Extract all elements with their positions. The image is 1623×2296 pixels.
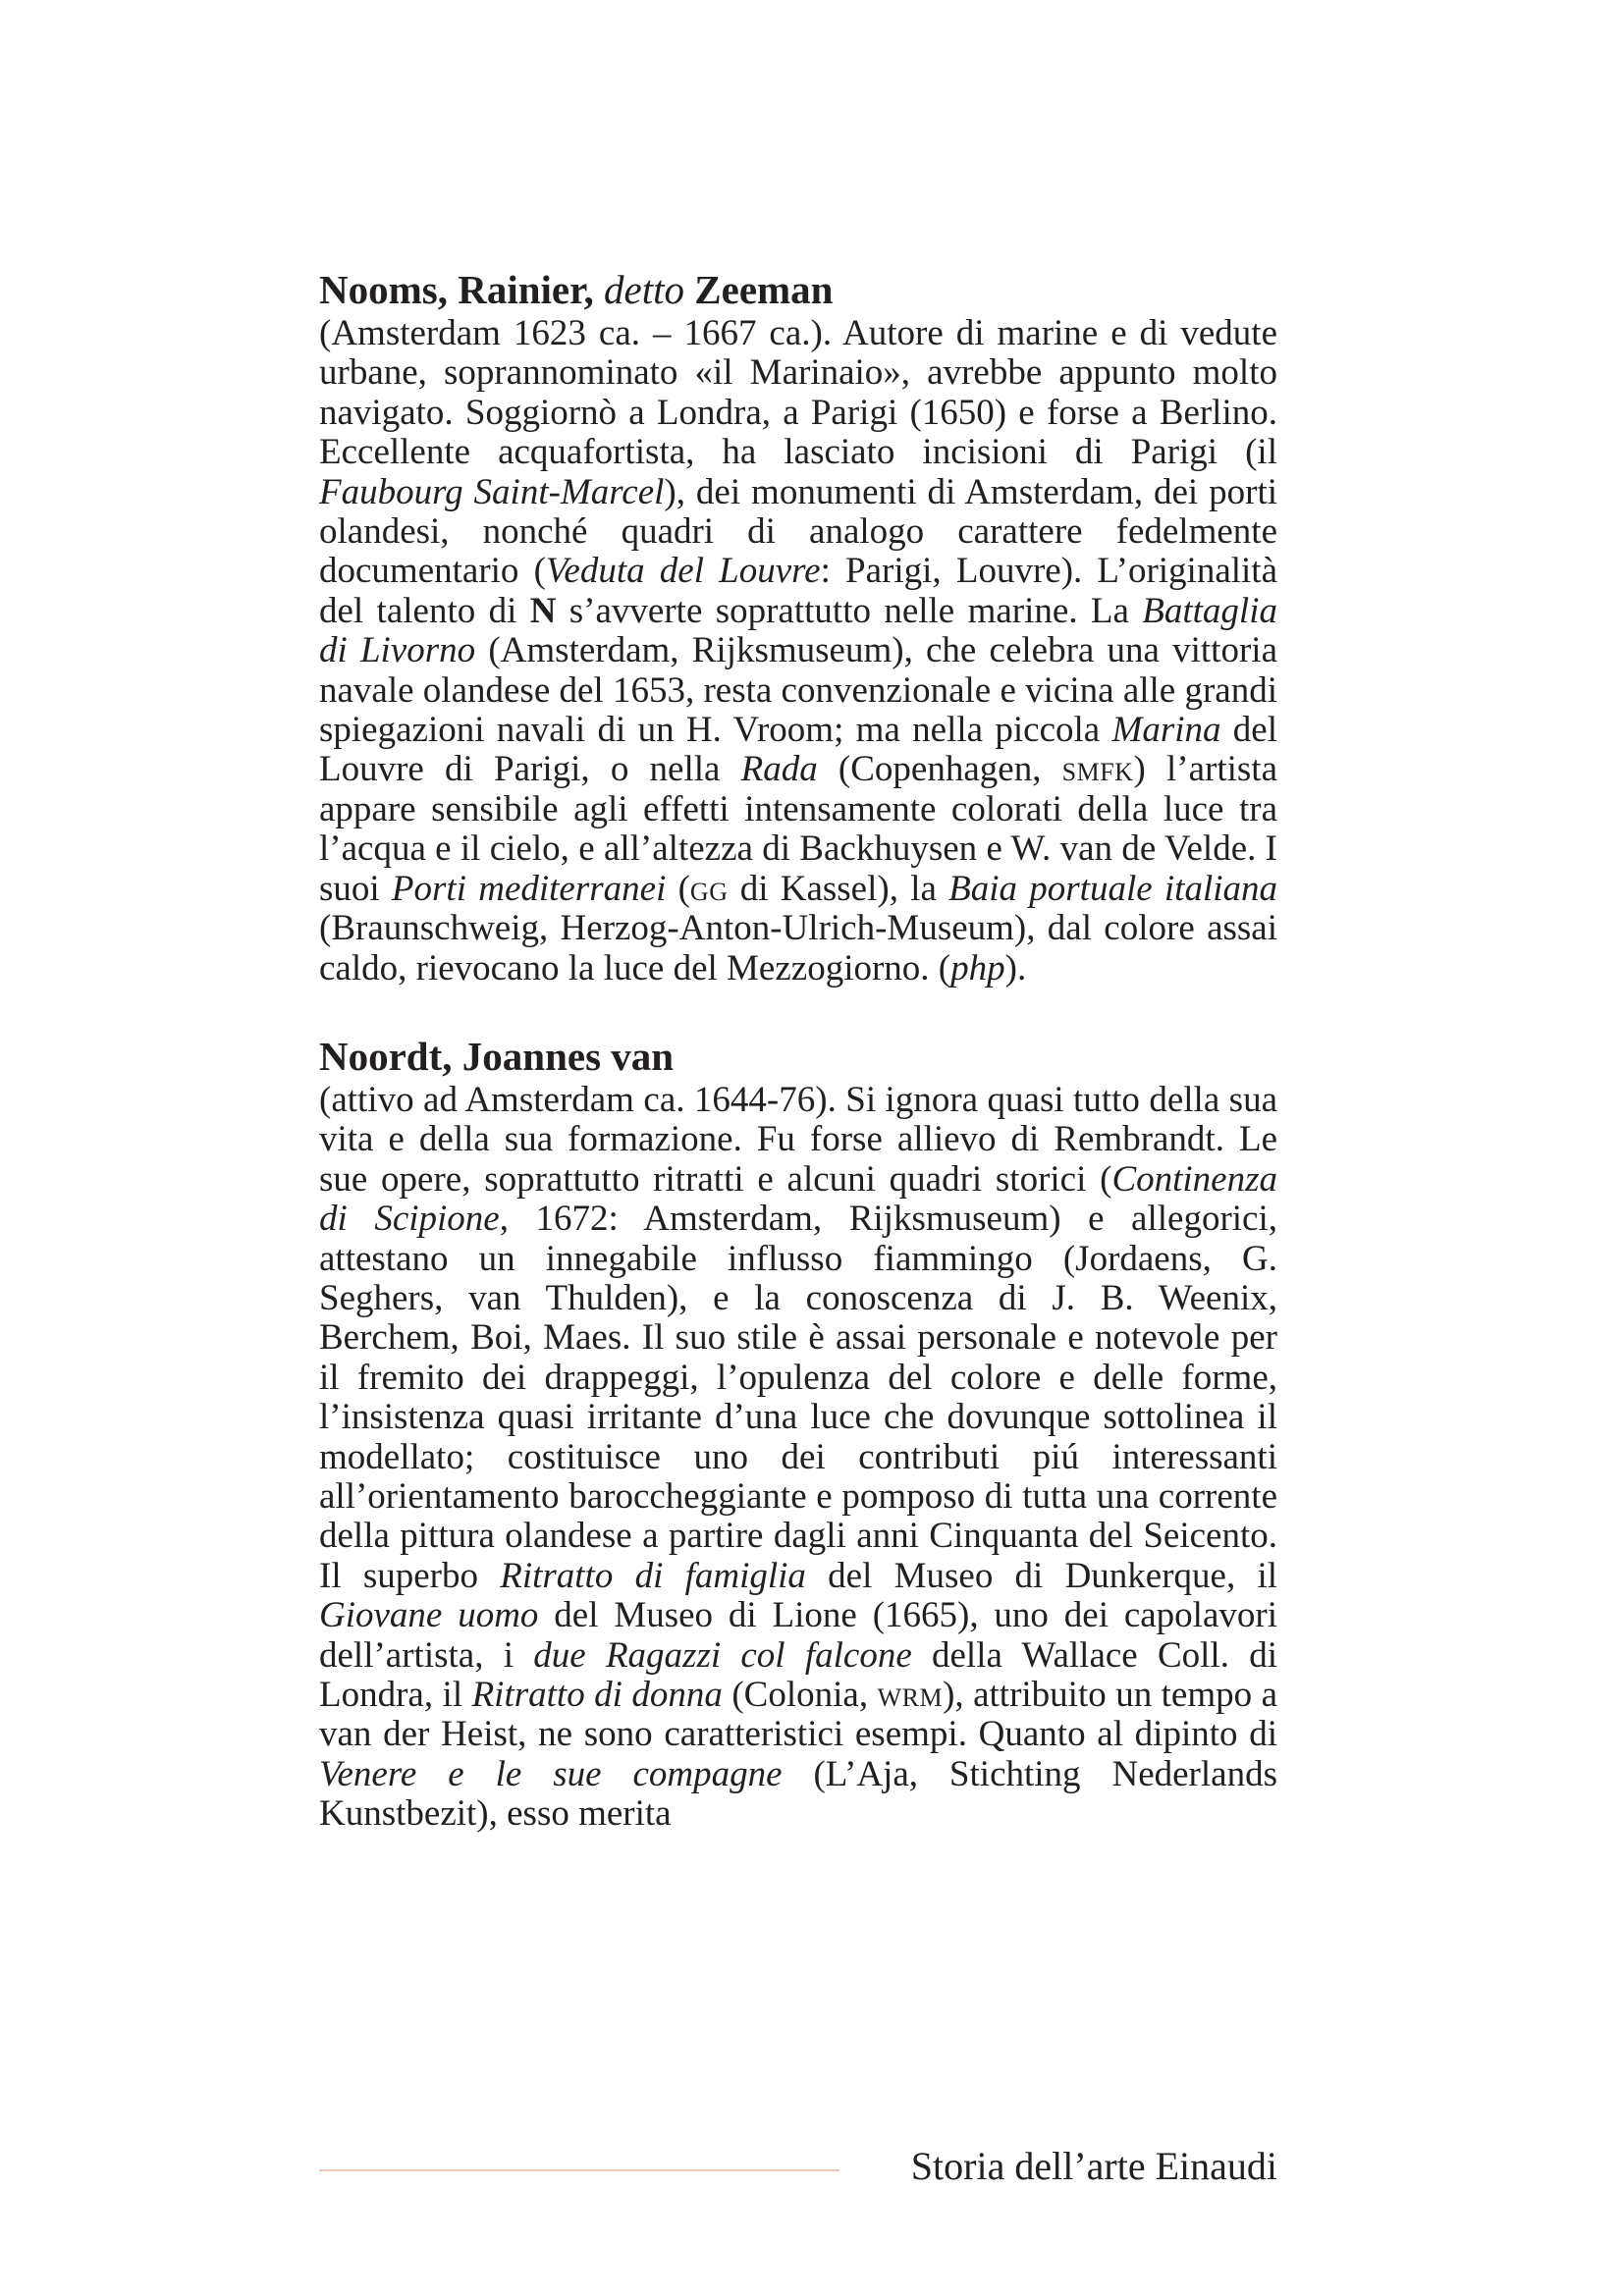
italic-text: Baia portuale italiana <box>948 868 1277 909</box>
body-text: ), attribuito un tempo a van der Heist, ne sono caratteristici esempi. Quanto al dipinto di <box>319 1675 1278 1755</box>
italic-text: Venere e le sue compagne <box>319 1753 783 1794</box>
italic-text: Battaglia di Livorno <box>319 590 1277 671</box>
entry-name: Noordt, Joannes van <box>319 1033 675 1079</box>
body-text: ) l’artista appare sensibile agli effetti intensamente colorati della luce tra l’acqua e il cielo, e all’altezza di Backhuysen e W. van de Velde. I suoi <box>319 749 1277 909</box>
body-text: di Kassel), la <box>728 868 949 909</box>
italic-text: Giovane uomo <box>319 1595 539 1636</box>
body-text: ( <box>666 868 690 909</box>
body-text: (Colonia, <box>722 1675 878 1715</box>
body-text: , 1672: Amsterdam, Rijksmuseum) e allegorici, attestano un innegabile influsso fiammingo (Jordaens, G. Seghers, van Thulden), e la conoscenza di J. B. Weenix, Berchem, Boi, Maes. Il suo stile è assai personale e notevole per il fremito dei drappeggi, l’opulenza del colore e delle forme, l’insistenza quasi irritante d’una luce che dovunque sottolinea il modellato; costituisce uno dei contributi piú interessanti all’orientamento baroccheggiante e pomposo di tutta una corrente della pittura olandese a partire dagli anni Cinquanta del Seicento. Il superbo <box>319 1199 1277 1596</box>
smallcaps-text: smfk <box>1061 749 1134 790</box>
bold-text: N <box>529 590 557 631</box>
italic-text: due Ragazzi col falcone <box>533 1634 912 1676</box>
body-text: (Amsterdam, Rijksmuseum), che celebra una vittoria navale olandese del 1653, resta convenzionale e vicina alle grandi spiegazioni navali di un H. Vroom; ma nella piccola <box>319 630 1277 751</box>
body-text: : Parigi, Louvre). L’originalità del talento di <box>319 551 1278 631</box>
page-footer <box>319 2142 1277 2191</box>
italic-text: Faubourg Saint-Marcel <box>319 471 665 512</box>
italic-text: Ritratto di famiglia <box>500 1555 806 1596</box>
entry-nooms <box>319 267 1277 988</box>
entry-body <box>319 1081 1277 1835</box>
italic-text: Rada <box>740 749 818 790</box>
body-text: (attivo ad Amsterdam ca. 1644-76). Si ignora quasi tutto della sua vita e della sua formazione. Fu forse allievo di Rembrandt. Le sue opere, soprattutto ritratti e alcuni quadri storici ( <box>319 1079 1277 1200</box>
body-text: (Braunschweig, Herzog-Anton-Ulrich-Museum), dal colore assai caldo, rievocano la luce del Mezzogiorno. ( <box>319 908 1277 988</box>
body-text: del Museo di Lione (1665), uno dei capolavori dell’artista, i <box>319 1595 1277 1676</box>
entry-alias: Zeeman <box>694 267 834 312</box>
body-text: s’avverte soprattutto nelle marine. La <box>556 590 1143 631</box>
page-content <box>319 267 1277 1835</box>
body-text: ). <box>1004 947 1027 988</box>
body-text: del Museo di Dunkerque, il <box>805 1555 1277 1596</box>
body-text: (Amsterdam 1623 ca. – 1667 ca.). Autore di marine e di vedute urbane, soprannominato «il Marinaio», avrebbe appunto molto navigato. Soggiornò a Londra, a Parigi (1650) e forse a Berlino. Eccellente acquafortista, ha lasciato incisioni di Parigi (il <box>319 313 1277 473</box>
body-text: (L’Aja, Stichting Nederlands Kunstbezit), esso merita <box>319 1753 1277 1835</box>
footer-title: Storia dell’arte Einaudi <box>910 2144 1277 2188</box>
italic-text: Porti mediterranei <box>391 868 667 909</box>
entry-body <box>319 314 1277 988</box>
italic-text: Ritratto di donna <box>471 1675 723 1715</box>
entry-noordt <box>319 1034 1277 1835</box>
smallcaps-text: gg <box>689 868 729 909</box>
italic-text: Continenza di Scipione <box>319 1158 1277 1240</box>
body-text: ), dei monumenti di Amsterdam, dei porti olandesi, nonché quadri di analogo carattere fedelmente documentario ( <box>319 471 1278 592</box>
italic-text: Veduta del Louvre <box>545 551 821 592</box>
smallcaps-text: wrm <box>877 1675 944 1715</box>
italic-text: Marina <box>1111 710 1221 751</box>
footer-rule <box>319 2169 839 2171</box>
entry-heading <box>319 267 1277 312</box>
body-text: (Copenhagen, <box>817 749 1062 790</box>
body-text: del Louvre di Parigi, o nella <box>319 710 1278 790</box>
entry-alias-prefix: detto <box>604 267 685 312</box>
body-text: della Wallace Coll. di Londra, il <box>319 1634 1277 1715</box>
entry-heading <box>319 1034 1277 1079</box>
italic-text: php <box>950 947 1005 988</box>
entry-name: Nooms, Rainier, <box>319 267 594 312</box>
